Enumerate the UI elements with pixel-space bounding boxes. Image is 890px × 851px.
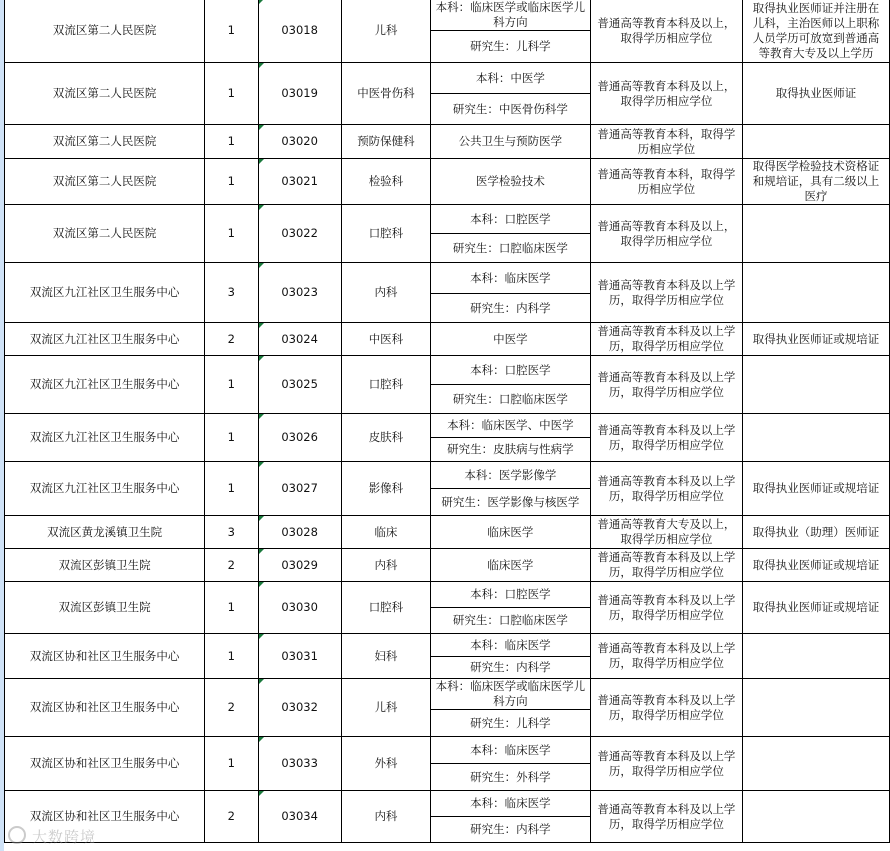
table-row — [5, 634, 890, 657]
cell-requirement[interactable] — [743, 205, 890, 263]
table-row — [5, 549, 890, 582]
cell-unit[interactable]: 双流区第二人民医院 — [5, 159, 205, 205]
cell-major[interactable]: 医学检验技术 — [431, 159, 591, 205]
cell-count[interactable]: 1 — [205, 125, 258, 159]
cell-dept[interactable]: 内科 — [341, 549, 430, 582]
cell-dept[interactable]: 内科 — [341, 263, 430, 323]
cell-unit[interactable]: 双流区第二人民医院 — [5, 205, 205, 263]
cell-code[interactable]: 03034 — [258, 791, 341, 843]
cell-dept[interactable]: 内科 — [341, 791, 430, 843]
cell-major[interactable]: 研究生：儿科学 — [431, 710, 591, 737]
cell-code[interactable]: 03021 — [258, 159, 341, 205]
cell-education[interactable]: 普通高等教育本科及以上学历，取得学历相应学位 — [590, 462, 742, 516]
cell-requirement[interactable] — [743, 125, 890, 159]
cell-requirement[interactable]: 取得执业医师证 — [743, 63, 890, 125]
cell-major[interactable]: 研究生：儿科学 — [431, 31, 591, 63]
table-row — [5, 159, 890, 205]
cell-major[interactable]: 研究生：外科学 — [431, 764, 591, 791]
cell-count[interactable]: 1 — [205, 737, 258, 791]
cell-unit[interactable]: 双流区协和社区卫生服务中心 — [5, 679, 205, 737]
cell-dept[interactable]: 临床 — [341, 516, 430, 549]
cell-requirement[interactable]: 取得执业医师证或规培证 — [743, 549, 890, 582]
cell-dept[interactable]: 预防保健科 — [341, 125, 430, 159]
cell-requirement[interactable]: 取得执业（助理）医师证 — [743, 516, 890, 549]
cell-unit[interactable]: 双流区九江社区卫生服务中心 — [5, 323, 205, 356]
table-row — [5, 356, 890, 385]
cell-count[interactable]: 1 — [205, 462, 258, 516]
cell-count[interactable]: 3 — [205, 263, 258, 323]
table-row — [5, 516, 890, 549]
cell-dept[interactable]: 外科 — [341, 737, 430, 791]
table-row — [5, 414, 890, 438]
cell-education[interactable]: 普通高等教育本科及以上学历，取得学历相应学位 — [590, 549, 742, 582]
cell-major[interactable]: 研究生：口腔临床医学 — [431, 608, 591, 634]
cell-education[interactable]: 普通高等教育本科及以上学历，取得学历相应学位 — [590, 582, 742, 634]
cell-code[interactable]: 03029 — [258, 549, 341, 582]
table-row — [5, 462, 890, 489]
cell-major[interactable]: 本科：临床医学或临床医学儿科方向 — [431, 0, 591, 31]
cell-major[interactable]: 本科：临床医学、中医学 — [431, 414, 591, 438]
table-row — [5, 679, 890, 710]
cell-dept[interactable]: 儿科 — [341, 679, 430, 737]
cell-education[interactable]: 普通高等教育本科，取得学历相应学位 — [590, 125, 742, 159]
cell-count[interactable]: 2 — [205, 791, 258, 843]
table-row — [5, 582, 890, 608]
cell-code[interactable]: 03027 — [258, 462, 341, 516]
cell-count[interactable]: 3 — [205, 516, 258, 549]
table-row — [5, 63, 890, 94]
cell-unit[interactable]: 双流区彭镇卫生院 — [5, 549, 205, 582]
cell-requirement[interactable]: 取得医学检验技术资格证和规培证，具有二级以上医疗 — [743, 159, 890, 205]
cell-education[interactable]: 普通高等教育本科及以上学历，取得学历相应学位 — [590, 791, 742, 843]
cell-dept[interactable]: 妇科 — [341, 634, 430, 679]
cell-dept[interactable]: 检验科 — [341, 159, 430, 205]
cell-unit[interactable]: 双流区协和社区卫生服务中心 — [5, 737, 205, 791]
cell-count[interactable]: 1 — [205, 159, 258, 205]
cell-unit[interactable]: 双流区九江社区卫生服务中心 — [5, 462, 205, 516]
cell-unit[interactable]: 双流区第二人民医院 — [5, 0, 205, 63]
table-row — [5, 791, 890, 817]
cell-major[interactable]: 本科：中医学 — [431, 63, 591, 94]
cell-code[interactable]: 03022 — [258, 205, 341, 263]
cell-major[interactable]: 研究生：皮肤病与性病学 — [431, 438, 591, 462]
cell-requirement[interactable]: 取得执业医师证或规培证 — [743, 323, 890, 356]
cell-unit[interactable]: 双流区协和社区卫生服务中心 — [5, 634, 205, 679]
table-body — [5, 0, 890, 843]
cell-major[interactable]: 本科：口腔医学 — [431, 205, 591, 234]
table-row — [5, 205, 890, 234]
cell-education[interactable]: 普通高等教育本科及以上学历，取得学历相应学位 — [590, 737, 742, 791]
cell-major[interactable]: 本科：口腔医学 — [431, 582, 591, 608]
cell-unit[interactable]: 双流区协和社区卫生服务中心 — [5, 791, 205, 843]
table-row — [5, 263, 890, 294]
table-row — [5, 737, 890, 764]
cell-requirement[interactable] — [743, 679, 890, 737]
watermark-logo-icon — [8, 826, 26, 844]
cell-major[interactable]: 本科：临床医学 — [431, 737, 591, 764]
cell-code[interactable]: 03031 — [258, 634, 341, 679]
cell-major[interactable]: 研究生：内科学 — [431, 657, 591, 679]
cell-unit[interactable]: 双流区第二人民医院 — [5, 125, 205, 159]
cell-code[interactable]: 03028 — [258, 516, 341, 549]
cell-code[interactable]: 03019 — [258, 63, 341, 125]
cell-requirement[interactable] — [743, 356, 890, 414]
cell-dept[interactable]: 中医科 — [341, 323, 430, 356]
cell-dept[interactable]: 口腔科 — [341, 356, 430, 414]
cell-dept[interactable]: 皮肤科 — [341, 414, 430, 462]
cell-code[interactable]: 03033 — [258, 737, 341, 791]
cell-education[interactable]: 普通高等教育本科及以上学历，取得学历相应学位 — [590, 679, 742, 737]
cell-unit[interactable]: 双流区彭镇卫生院 — [5, 582, 205, 634]
cell-major[interactable]: 研究生：中医骨伤科学 — [431, 94, 591, 125]
cell-code[interactable]: 03018 — [258, 0, 341, 63]
cell-code[interactable]: 03020 — [258, 125, 341, 159]
cell-code[interactable]: 03024 — [258, 323, 341, 356]
cell-requirement[interactable] — [743, 414, 890, 462]
cell-requirement[interactable]: 取得执业医师证或规培证 — [743, 582, 890, 634]
cell-major[interactable]: 本科：临床医学 — [431, 263, 591, 294]
cell-dept[interactable]: 儿科 — [341, 0, 430, 63]
cell-major[interactable]: 本科：临床医学或临床医学儿科方向 — [431, 679, 591, 710]
cell-major[interactable]: 公共卫生与预防医学 — [431, 125, 591, 159]
cell-dept[interactable]: 口腔科 — [341, 205, 430, 263]
cell-count[interactable]: 1 — [205, 205, 258, 263]
cell-count[interactable]: 1 — [205, 63, 258, 125]
cell-requirement[interactable] — [743, 634, 890, 679]
cell-education[interactable]: 普通高等教育大专及以上，取得学历相应学位 — [590, 516, 742, 549]
cell-code[interactable]: 03032 — [258, 679, 341, 737]
cell-major[interactable]: 研究生：口腔临床医学 — [431, 234, 591, 263]
cell-unit[interactable]: 双流区九江社区卫生服务中心 — [5, 356, 205, 414]
cell-dept[interactable]: 影像科 — [341, 462, 430, 516]
cell-requirement[interactable] — [743, 737, 890, 791]
recruitment-table — [4, 0, 890, 843]
table-row — [5, 323, 890, 356]
cell-major[interactable]: 研究生：内科学 — [431, 294, 591, 323]
cell-education[interactable]: 普通高等教育本科及以上学历，取得学历相应学位 — [590, 356, 742, 414]
cell-code[interactable]: 03023 — [258, 263, 341, 323]
cell-major[interactable]: 本科：临床医学 — [431, 634, 591, 657]
cell-requirement[interactable] — [743, 791, 890, 843]
cell-dept[interactable]: 中医骨伤科 — [341, 63, 430, 125]
cell-major[interactable]: 研究生：医学影像与核医学 — [431, 489, 591, 516]
cell-unit[interactable]: 双流区第二人民医院 — [5, 63, 205, 125]
cell-education[interactable]: 普通高等教育本科及以上学历，取得学历相应学位 — [590, 414, 742, 462]
cell-requirement[interactable]: 取得执业医师证并注册在儿科，主治医师以上职称人员学历可放宽到普通高等教育大专及以上学历 — [743, 0, 890, 63]
cell-requirement[interactable]: 取得执业医师证或规培证 — [743, 462, 890, 516]
cell-major[interactable]: 本科：口腔医学 — [431, 356, 591, 385]
cell-education[interactable]: 普通高等教育本科及以上，取得学历相应学位 — [590, 205, 742, 263]
cell-count[interactable]: 2 — [205, 549, 258, 582]
cell-code[interactable]: 03026 — [258, 414, 341, 462]
table-row — [5, 125, 890, 159]
cell-major[interactable]: 本科：医学影像学 — [431, 462, 591, 489]
cell-major[interactable]: 研究生：内科学 — [431, 817, 591, 843]
cell-count[interactable]: 1 — [205, 0, 258, 63]
cell-major[interactable]: 临床医学 — [431, 516, 591, 549]
cell-major[interactable]: 本科：临床医学 — [431, 791, 591, 817]
cell-code[interactable]: 03025 — [258, 356, 341, 414]
cell-count[interactable]: 1 — [205, 582, 258, 634]
cell-education[interactable]: 普通高等教育本科及以上学历，取得学历相应学位 — [590, 263, 742, 323]
cell-major[interactable]: 中医学 — [431, 323, 591, 356]
cell-unit[interactable]: 双流区黄龙溪镇卫生院 — [5, 516, 205, 549]
cell-unit[interactable]: 双流区九江社区卫生服务中心 — [5, 414, 205, 462]
cell-requirement[interactable] — [743, 263, 890, 323]
cell-unit[interactable]: 双流区九江社区卫生服务中心 — [5, 263, 205, 323]
cell-major[interactable]: 研究生：口腔临床医学 — [431, 385, 591, 414]
cell-count[interactable]: 2 — [205, 323, 258, 356]
cell-education[interactable]: 普通高等教育本科及以上学历，取得学历相应学位 — [590, 634, 742, 679]
cell-major[interactable]: 临床医学 — [431, 549, 591, 582]
cell-count[interactable]: 1 — [205, 634, 258, 679]
cell-education[interactable]: 普通高等教育本科及以上，取得学历相应学位 — [590, 63, 742, 125]
cell-education[interactable]: 普通高等教育本科，取得学历相应学位 — [590, 159, 742, 205]
cell-count[interactable]: 1 — [205, 356, 258, 414]
table-row — [5, 0, 890, 31]
cell-count[interactable]: 2 — [205, 679, 258, 737]
watermark: 大数跨境 — [8, 826, 96, 847]
cell-dept[interactable]: 口腔科 — [341, 582, 430, 634]
cell-code[interactable]: 03030 — [258, 582, 341, 634]
cell-education[interactable]: 普通高等教育本科及以上学历，取得学历相应学位 — [590, 323, 742, 356]
cell-count[interactable]: 1 — [205, 414, 258, 462]
cell-education[interactable]: 普通高等教育本科及以上，取得学历相应学位 — [590, 0, 742, 63]
